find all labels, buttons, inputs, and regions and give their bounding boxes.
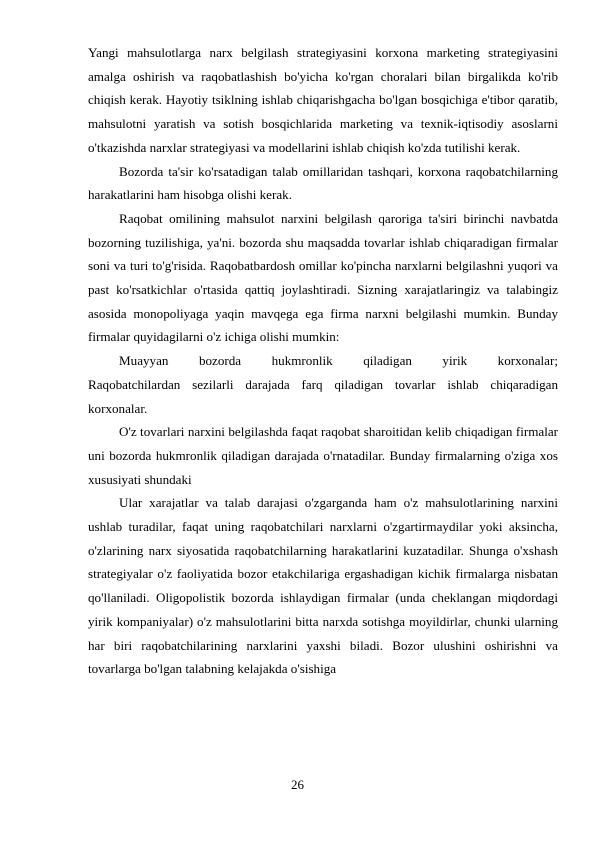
page-number: 26 (291, 777, 304, 792)
paragraph-large-enterprises: Muayyan bozorda hukmronlik qiladigan yirik korxonalar; (119, 353, 558, 369)
document-page (88, 41, 558, 681)
paragraph-competition-pricing: O'z tovarlari narxini belgilashda faqat raqobat sharoitidan kelib chiqadigan firmalar uni bozorda hukmronlik qiladigan darajada o'rnatadilar. Bunday firmalarning o'ziga xos xususiyati shundaki (88, 424, 558, 487)
paragraph-price-holding: Ular xarajatlar va talab darajasi o'zgarganda ham o'z mahsulotlarining narxini ushlab turadilar, faqat uning raqobatchilari narxlarni o'zgartirmaydilar yoki aksincha, o'zlarining narx siyosatida raqobatchilarning harakatlarini kuzatadilar. Shunga o'xshash strategiyalar o'z faoliyatida bozor etakchilariga ergashadigan kichik firmalarga nisbatan qo'llaniladi. Oligopolistik bozorda ishlaydigan firmalar (unda cheklangan miqdordagi yirik kompaniyalar) o'z mahsulotlarini bitta narxda sotishga moyildirlar, chunki ularning har biri raqobatchilarining narxlarini yaxshi biladi. Bozor ulushini oshirishni va tovarlarga bo'lgan talabning kelajakda o'sishiga (88, 495, 558, 677)
paragraph-distinct-products: Raqobatchilardan sezilarli darajada farq qiladigan tovarlar ishlab chiqaradigan korxonalar. (88, 376, 558, 416)
paragraph-competitor-actions: Bozorda ta'sir ko'rsatadigan talab omillaridan tashqari, korxona raqobatchilarning harakatlarini ham hisobga olishi kerak. (88, 163, 558, 203)
paragraph-competition-factor: Raqobat omilining mahsulot narxini belgilash qaroriga ta'siri birinchi navbatda bozorning tuzilishiga, ya'ni. bozorda shu maqsadda tovarlar ishlab chiqaradigan firmalar soni va turi to'g'risida. Raqobatbardosh omillar ko'pincha narxlarni belgilashni yuqori va past ko'rsatkichlar o'rtasida qattiq joylashtiradi. Sizning xarajatlaringiz va talabingiz asosida monopoliyaga yaqin mavqega ega firma narxni belgilashi mumkin. Bunday firmalar quyidagilarni o'z ichiga olishi mumkin: (88, 210, 558, 345)
paragraph-pricing-strategy: Yangi mahsulotlarga narx belgilash strategiyasini korxona marketing strategiyasini amalga oshirish va raqobatlashish bo'yicha ko'rgan choralari bilan birgalikda ko'rib chiqish kerak. Hayotiy tsiklning ishlab chiqarishgacha bo'lgan bosqichiga e'tibor qaratib, mahsulotni yaratish va sotish bosqichlarida marketing va texnik-iqtisodiy asoslarni o'tkazishda narxlar strategiyasi va modellarini ishlab chiqish ko'zda tutilishi kerak. (88, 45, 558, 155)
